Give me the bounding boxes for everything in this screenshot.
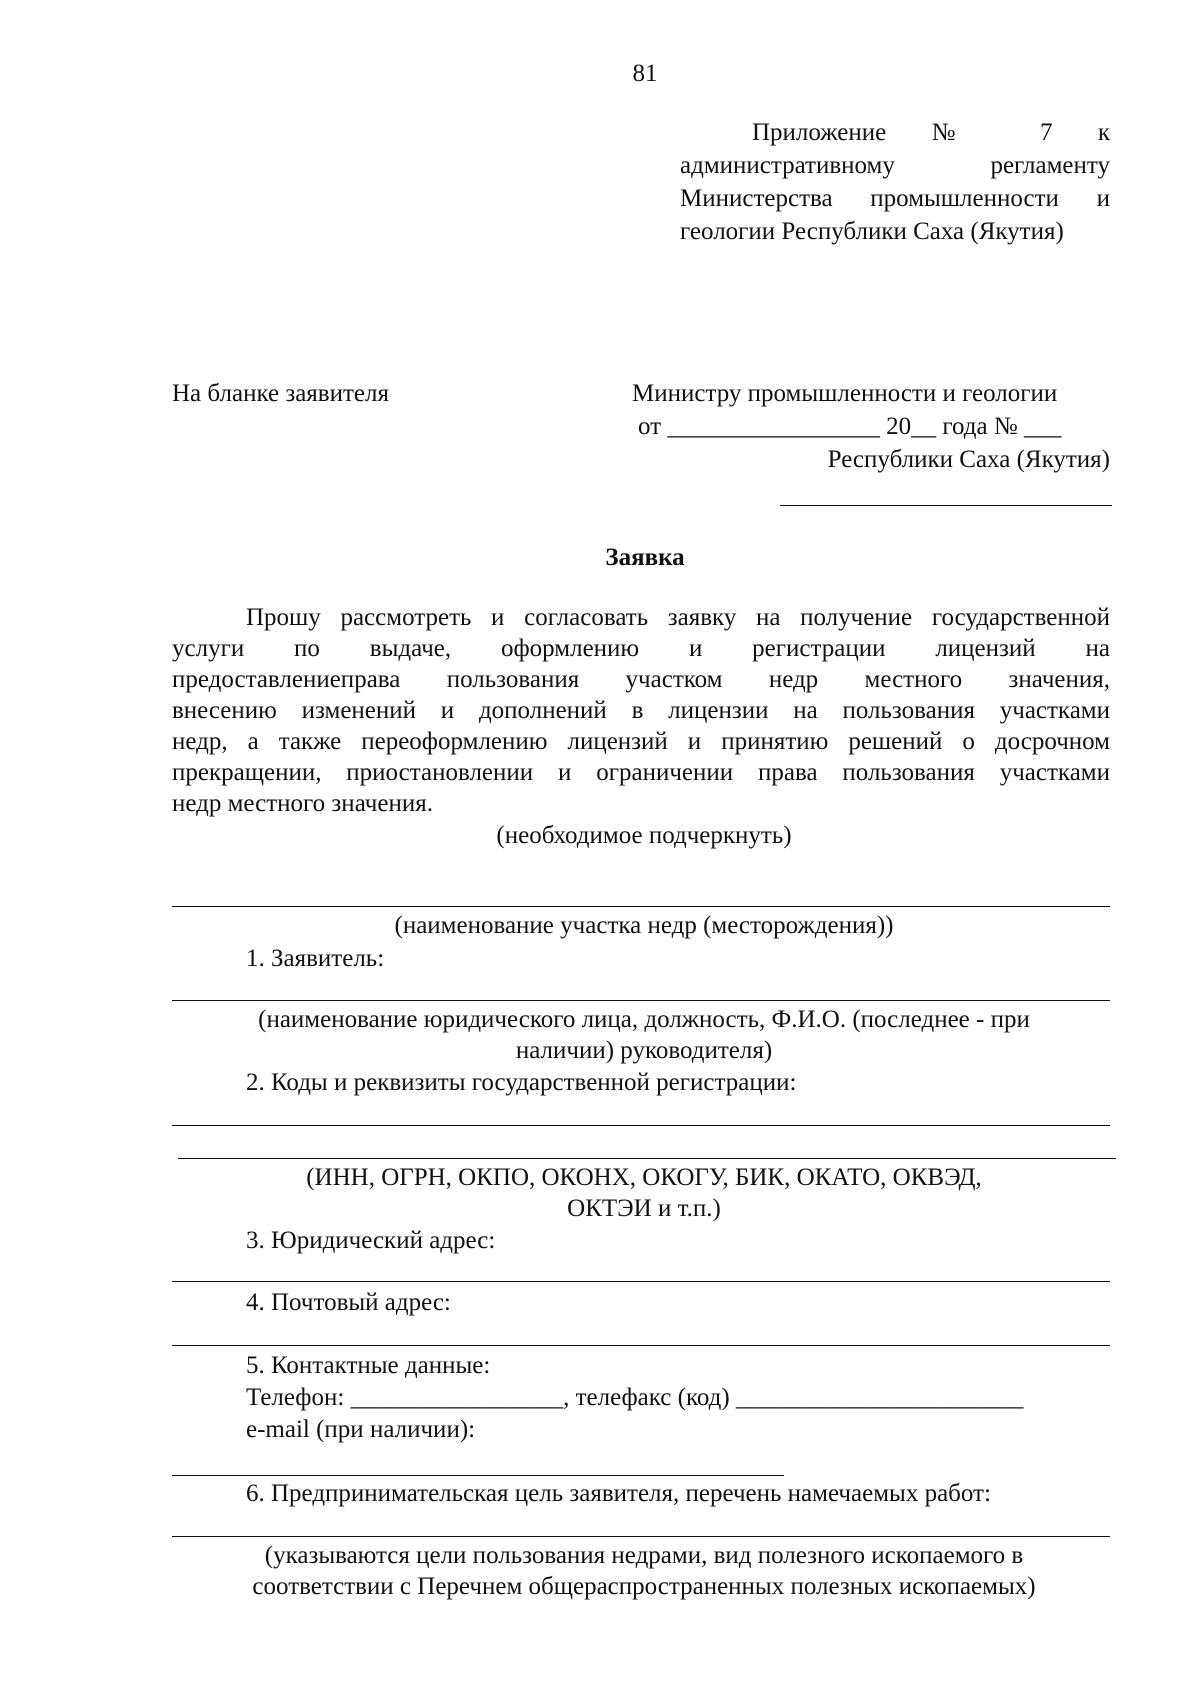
codes-line-1 xyxy=(172,1125,1110,1126)
purpose-label: 6. Предпринимательская цель заявителя, перечень намечаемых работ: xyxy=(246,1480,991,1507)
request-note: (необходимое подчеркнуть) xyxy=(496,822,792,849)
postal-address-label: 4. Почтовый адрес: xyxy=(246,1289,451,1316)
request-line: услуги по выдаче, оформлению и регистрации лицензий на xyxy=(172,635,1110,662)
appendix-line-1: Приложение № 7 к xyxy=(752,119,1110,146)
applicant-caption-1: (наименование юридического лица, должность, Ф.И.О. (последнее - при xyxy=(258,1006,1030,1033)
purpose-line xyxy=(172,1536,1110,1537)
request-line: предоставлениеправа пользования участком недр местного значения, xyxy=(172,666,1110,693)
site-name-line xyxy=(172,906,1110,907)
phone-line: Телефон: _________________, телефакс (код) _______________________ xyxy=(246,1384,1024,1411)
codes-label: 2. Коды и реквизиты государственной регистрации: xyxy=(246,1069,797,1096)
page-number: 81 xyxy=(632,60,658,87)
request-line: недр местного значения. xyxy=(172,790,433,817)
email-line xyxy=(172,1475,784,1476)
applicant-line xyxy=(172,1000,1110,1001)
document-title: Заявка xyxy=(605,544,685,571)
request-line: недр, а также переоформлению лицензий и принятию решений о досрочном xyxy=(172,728,1110,755)
codes-caption-2: ОКТЭИ и т.п.) xyxy=(567,1195,721,1222)
contacts-label: 5. Контактные данные: xyxy=(246,1352,491,1379)
addressee-signature-line xyxy=(780,505,1112,506)
letterhead-left: На бланке заявителя xyxy=(172,380,389,407)
postal-address-line xyxy=(172,1345,1110,1346)
codes-line-2 xyxy=(178,1158,1116,1159)
applicant-caption-2: наличии) руководителя) xyxy=(515,1037,773,1064)
addressee-line-2: Республики Саха (Якутия) xyxy=(827,446,1110,473)
purpose-caption-2: соответствии с Перечнем общераспространенных полезных ископаемых) xyxy=(252,1573,1036,1600)
legal-address-line xyxy=(172,1281,1110,1282)
request-line: прекращении, приостановлении и ограничении права пользования участками xyxy=(172,759,1110,786)
date-line: от _________________ 20__ года № ___ xyxy=(638,413,1062,440)
addressee-line-1: Министру промышленности и геологии xyxy=(632,380,1058,407)
appendix-line-3: Министерства промышленности и xyxy=(680,185,1110,212)
email-label: e-mail (при наличии): xyxy=(246,1416,476,1443)
legal-address-label: 3. Юридический адрес: xyxy=(246,1227,496,1254)
appendix-line-2: административному регламенту xyxy=(680,152,1110,179)
site-caption: (наименование участка недр (месторождения)) xyxy=(394,912,894,939)
applicant-label: 1. Заявитель: xyxy=(246,945,385,972)
purpose-caption-1: (указываются цели пользования недрами, вид полезного ископаемого в xyxy=(264,1542,1024,1569)
codes-caption-1: (ИНН, ОГРН, ОКПО, ОКОНХ, ОКОГУ, БИК, ОКАТО, ОКВЭД, xyxy=(306,1164,982,1191)
request-line: Прошу рассмотреть и согласовать заявку на получение государственной xyxy=(246,604,1110,631)
request-line: внесению изменений и дополнений в лицензии на пользования участками xyxy=(172,697,1110,724)
appendix-line-4: геологии Республики Саха (Якутия) xyxy=(680,218,1064,245)
